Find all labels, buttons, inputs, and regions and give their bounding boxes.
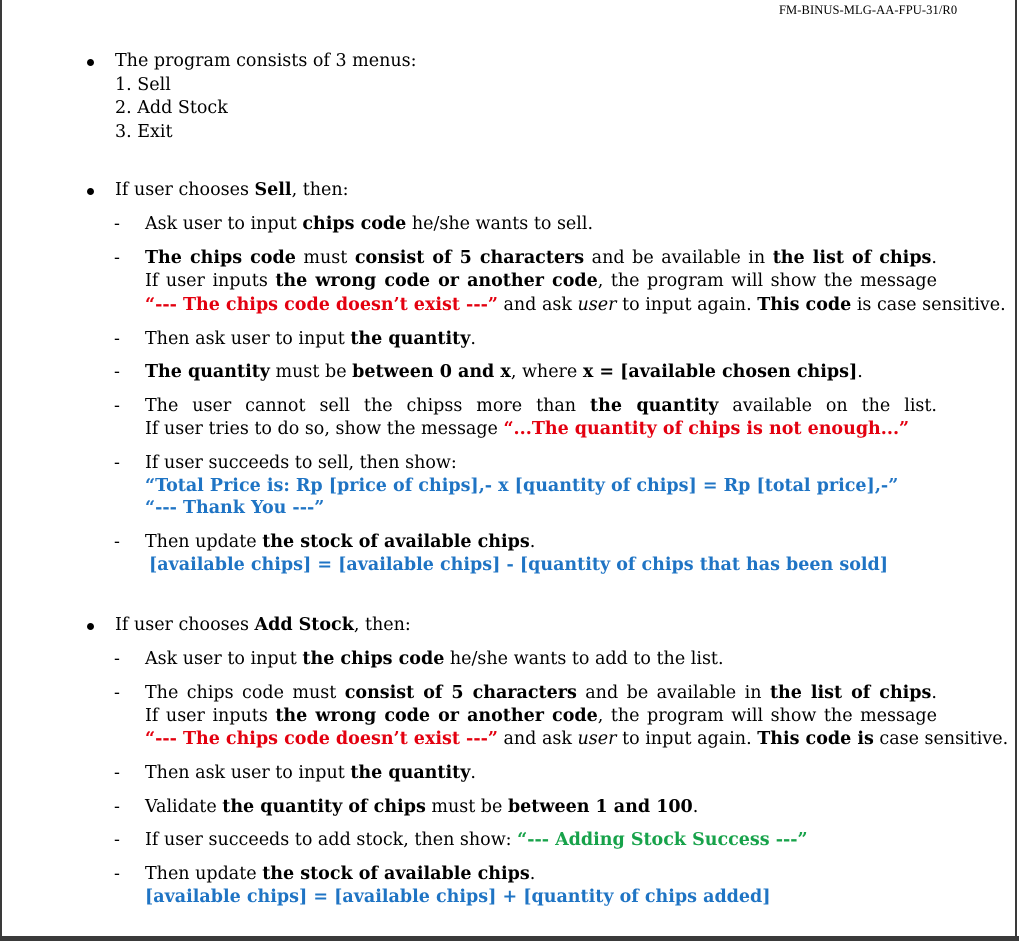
error-message-code: “--- The chips code doesn’t exist ---” — [145, 295, 498, 315]
dash: - — [114, 763, 120, 783]
sell-step-5-line-1 — [145, 395, 937, 418]
text: If user chooses — [115, 615, 255, 635]
text: . — [470, 329, 476, 349]
bullet-add-stock — [87, 623, 94, 630]
text: The chips code must — [145, 683, 345, 703]
text-bold: chips code — [302, 214, 407, 234]
sell-step-7 — [145, 531, 535, 554]
text: to input again. — [616, 729, 758, 749]
text: Ask user to input — [145, 649, 303, 669]
text: , the program will show the message — [597, 706, 937, 726]
text: must — [295, 248, 355, 268]
sell-stock-formula: [available chips] = [available chips] - [quantity of chips that has been sold] — [149, 555, 889, 575]
text-bold: the chips code — [302, 649, 445, 669]
dash: - — [114, 797, 120, 817]
sell-step-2-line-2 — [145, 270, 937, 293]
text: . — [470, 763, 476, 783]
text-italic: user — [577, 295, 617, 315]
success-message: “--- Adding Stock Success ---” — [517, 830, 808, 850]
text: If user tries to do so, show the message — [145, 419, 504, 439]
text: and be available in — [584, 248, 773, 268]
dash: - — [114, 362, 120, 382]
text: If user inputs — [145, 271, 276, 291]
text-bold: x = [available chosen chips] — [582, 362, 858, 382]
text-bold: the quantity — [350, 329, 471, 349]
dash: - — [114, 649, 120, 669]
text: and ask — [497, 729, 578, 749]
add-stock-formula: [available chips] = [available chips] + [quantity of chips added] — [145, 887, 771, 907]
text: The user cannot sell the chipss more than — [145, 396, 591, 416]
sell-step-2-line-3 — [145, 294, 1006, 317]
text-bold: This code — [757, 295, 852, 315]
add-step-3 — [145, 762, 476, 785]
text: . — [529, 864, 536, 884]
text-bold: the quantity — [350, 763, 471, 783]
sell-step-4 — [145, 361, 863, 384]
text: and be available in — [576, 683, 770, 703]
sell-step-2-line-1 — [145, 247, 937, 270]
text: Validate — [145, 797, 223, 817]
text-bold: the quantity — [590, 396, 719, 416]
text: If user inputs — [145, 706, 276, 726]
text: he/she wants to sell. — [406, 214, 594, 234]
total-price-message: “Total Price is: Rp [price of chips],- x [quantity of chips] = Rp [total price],-” — [145, 476, 899, 496]
dash: - — [114, 532, 120, 552]
thank-you-message: “--- Thank You ---” — [145, 498, 325, 518]
text: . — [857, 362, 863, 382]
text-bold: the quantity of chips — [222, 797, 426, 817]
text-bold: between 1 and 100 — [507, 797, 693, 817]
menu-item-sell: 1. Sell — [115, 75, 171, 95]
text: is case sensitive. — [851, 295, 1006, 315]
text-bold: consist of 5 characters — [354, 248, 585, 268]
add-step-2-line-3 — [145, 728, 1008, 751]
menu-intro: The program consists of 3 menus: — [115, 51, 417, 71]
text: he/she wants to add to the list. — [444, 649, 724, 669]
text-italic: user — [577, 729, 617, 749]
text-bold: the list of chips — [772, 248, 932, 268]
sell-intro-pre: If user chooses — [115, 180, 255, 200]
add-step-2-line-1 — [145, 682, 937, 705]
text: , where — [510, 362, 583, 382]
bullet-menu — [87, 59, 94, 66]
text-bold: The quantity — [145, 362, 270, 382]
text-bold: the stock of available chips — [262, 864, 530, 884]
text: case sensitive. — [873, 729, 1009, 749]
text: . — [692, 797, 699, 817]
text: . — [931, 248, 937, 268]
menu-item-exit: 3. Exit — [115, 122, 173, 142]
text-bold: the stock of available chips — [262, 532, 530, 552]
add-step-2-line-2 — [145, 705, 937, 728]
sell-step-1 — [145, 213, 593, 236]
text-bold: the wrong code or another code — [275, 706, 598, 726]
add-step-4 — [145, 796, 698, 819]
bullet-sell — [87, 188, 94, 195]
dash: - — [114, 453, 120, 473]
add-step-1 — [145, 648, 724, 671]
text: to input again. — [616, 295, 758, 315]
text: and ask — [497, 295, 578, 315]
add-intro — [115, 614, 411, 637]
text-bold: The chips code — [145, 248, 296, 268]
dash: - — [114, 248, 120, 268]
sell-intro-post: , then: — [291, 180, 349, 200]
text: , the program will show the message — [597, 271, 937, 291]
dash: - — [114, 329, 120, 349]
error-message-quantity: “...The quantity of chips is not enough...” — [503, 419, 910, 439]
text-bold: Add Stock — [254, 615, 354, 635]
text: available on the list. — [718, 396, 937, 416]
text-bold: between 0 and x — [352, 362, 511, 382]
dash: - — [114, 864, 120, 884]
sell-step-5-line-2 — [145, 418, 909, 441]
menu-item-add-stock: 2. Add Stock — [115, 98, 228, 118]
text: , then: — [353, 615, 411, 635]
text-bold: the list of chips — [769, 683, 932, 703]
text-bold: This code is — [757, 729, 874, 749]
text: . — [931, 683, 937, 703]
dash: - — [114, 830, 120, 850]
text: must be — [269, 362, 353, 382]
text: Then update — [145, 532, 263, 552]
form-code: FM-BINUS-MLG-AA-FPU-31/R0 — [779, 3, 958, 17]
sell-step-3 — [145, 328, 476, 351]
text: If user succeeds to add stock, then show: — [145, 830, 518, 850]
text-bold: consist of 5 characters — [344, 683, 577, 703]
sell-step-6: If user succeeds to sell, then show: — [145, 453, 457, 473]
text: . — [529, 532, 536, 552]
text: Then ask user to input — [145, 763, 351, 783]
dash: - — [114, 683, 120, 703]
error-message-code: “--- The chips code doesn’t exist ---” — [145, 729, 498, 749]
dash: - — [114, 214, 120, 234]
page-bottom-border — [0, 936, 1019, 941]
text-bold: the wrong code or another code — [275, 271, 598, 291]
text: Ask user to input — [145, 214, 303, 234]
add-step-5 — [145, 829, 808, 852]
text: Then update — [145, 864, 263, 884]
sell-intro-bold: Sell — [254, 180, 292, 200]
text: Then ask user to input — [145, 329, 351, 349]
add-step-6 — [145, 863, 535, 886]
sell-intro — [115, 179, 349, 202]
dash: - — [114, 396, 120, 416]
text: must be — [425, 797, 508, 817]
